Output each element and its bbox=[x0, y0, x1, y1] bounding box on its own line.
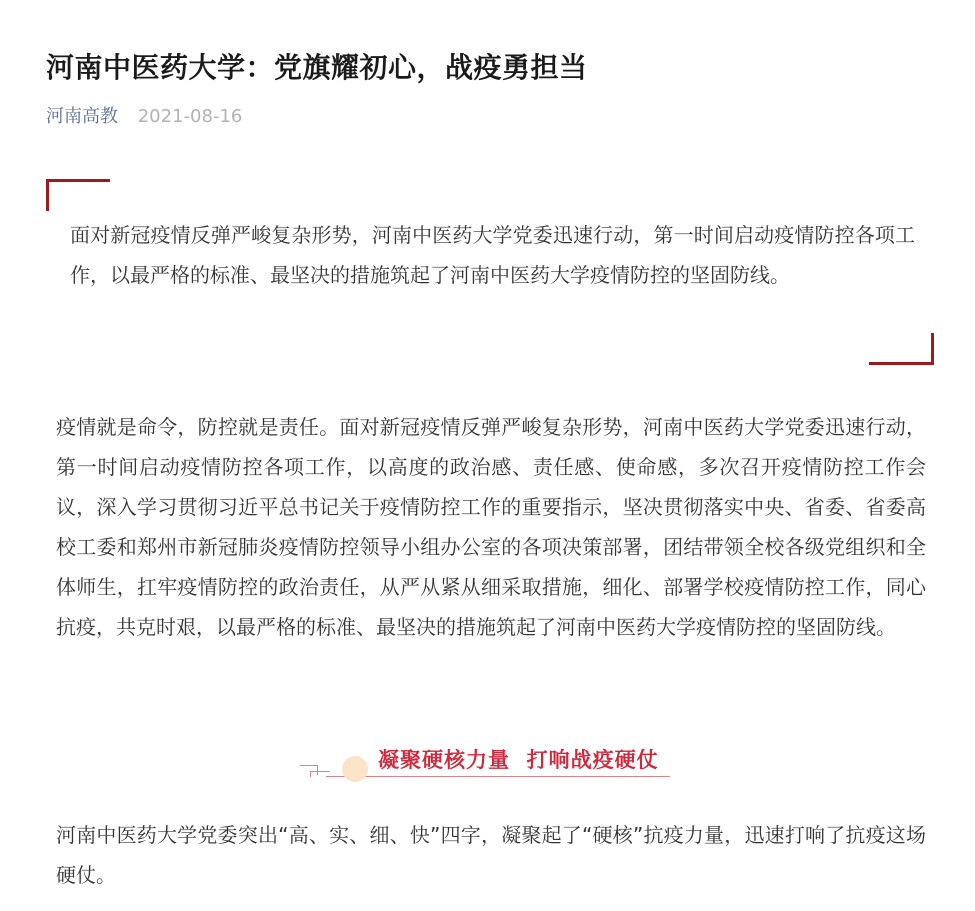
article-meta bbox=[46, 102, 242, 132]
section-heading bbox=[296, 740, 676, 790]
section-heading-text: 凝聚硬核力量 打响战疫硬仗 bbox=[378, 748, 659, 772]
paragraph-2: 河南中医药大学党委突出“高、实、细、快”四字，凝聚起了“硬核”抗疫力量，迅速打响了抗疫这场硬仗。 bbox=[56, 823, 926, 887]
heading-underline bbox=[326, 776, 670, 777]
quote-corner-bottom-right bbox=[869, 333, 934, 365]
quote-text: 面对新冠疫情反弹严峻复杂形势，河南中医药大学党委迅速行动，第一时间启动疫情防控各项工作，以最严格的标准、最坚决的措施筑起了河南中医药大学疫情防控的坚固防线。 bbox=[70, 223, 915, 287]
article-title: 河南中医药大学：党旗耀初心，战疫勇担当 bbox=[46, 51, 588, 84]
heading-deco-dot bbox=[342, 756, 368, 782]
paragraph-1: 疫情就是命令，防控就是责任。面对新冠疫情反弹严峻复杂形势，河南中医药大学党委迅速行动，第一时间启动疫情防控各项工作，以高度的政治感、责任感、使命感，多次召开疫情防控工作会议，深入学习贯彻习近平总书记关于疫情防控工作的重要指示，坚决贯彻落实中央、省委、省委高校工委和郑州市新冠肺炎疫情防控领导小组办公室的各项决策部署，团结带领全校各级党组织和全体师生，扛牢疫情防控的政治责任，从严从紧从细采取措施，细化、部署学校疫情防控工作，同心抗疫，共克时艰，以最严格的标准、最坚决的措施筑起了河南中医药大学疫情防控的坚固防线。 bbox=[56, 415, 926, 639]
quote-corner-top-left bbox=[46, 179, 110, 211]
account-name-link[interactable]: 河南高教 bbox=[46, 106, 118, 127]
publish-date: 2021-08-16 bbox=[137, 106, 243, 127]
